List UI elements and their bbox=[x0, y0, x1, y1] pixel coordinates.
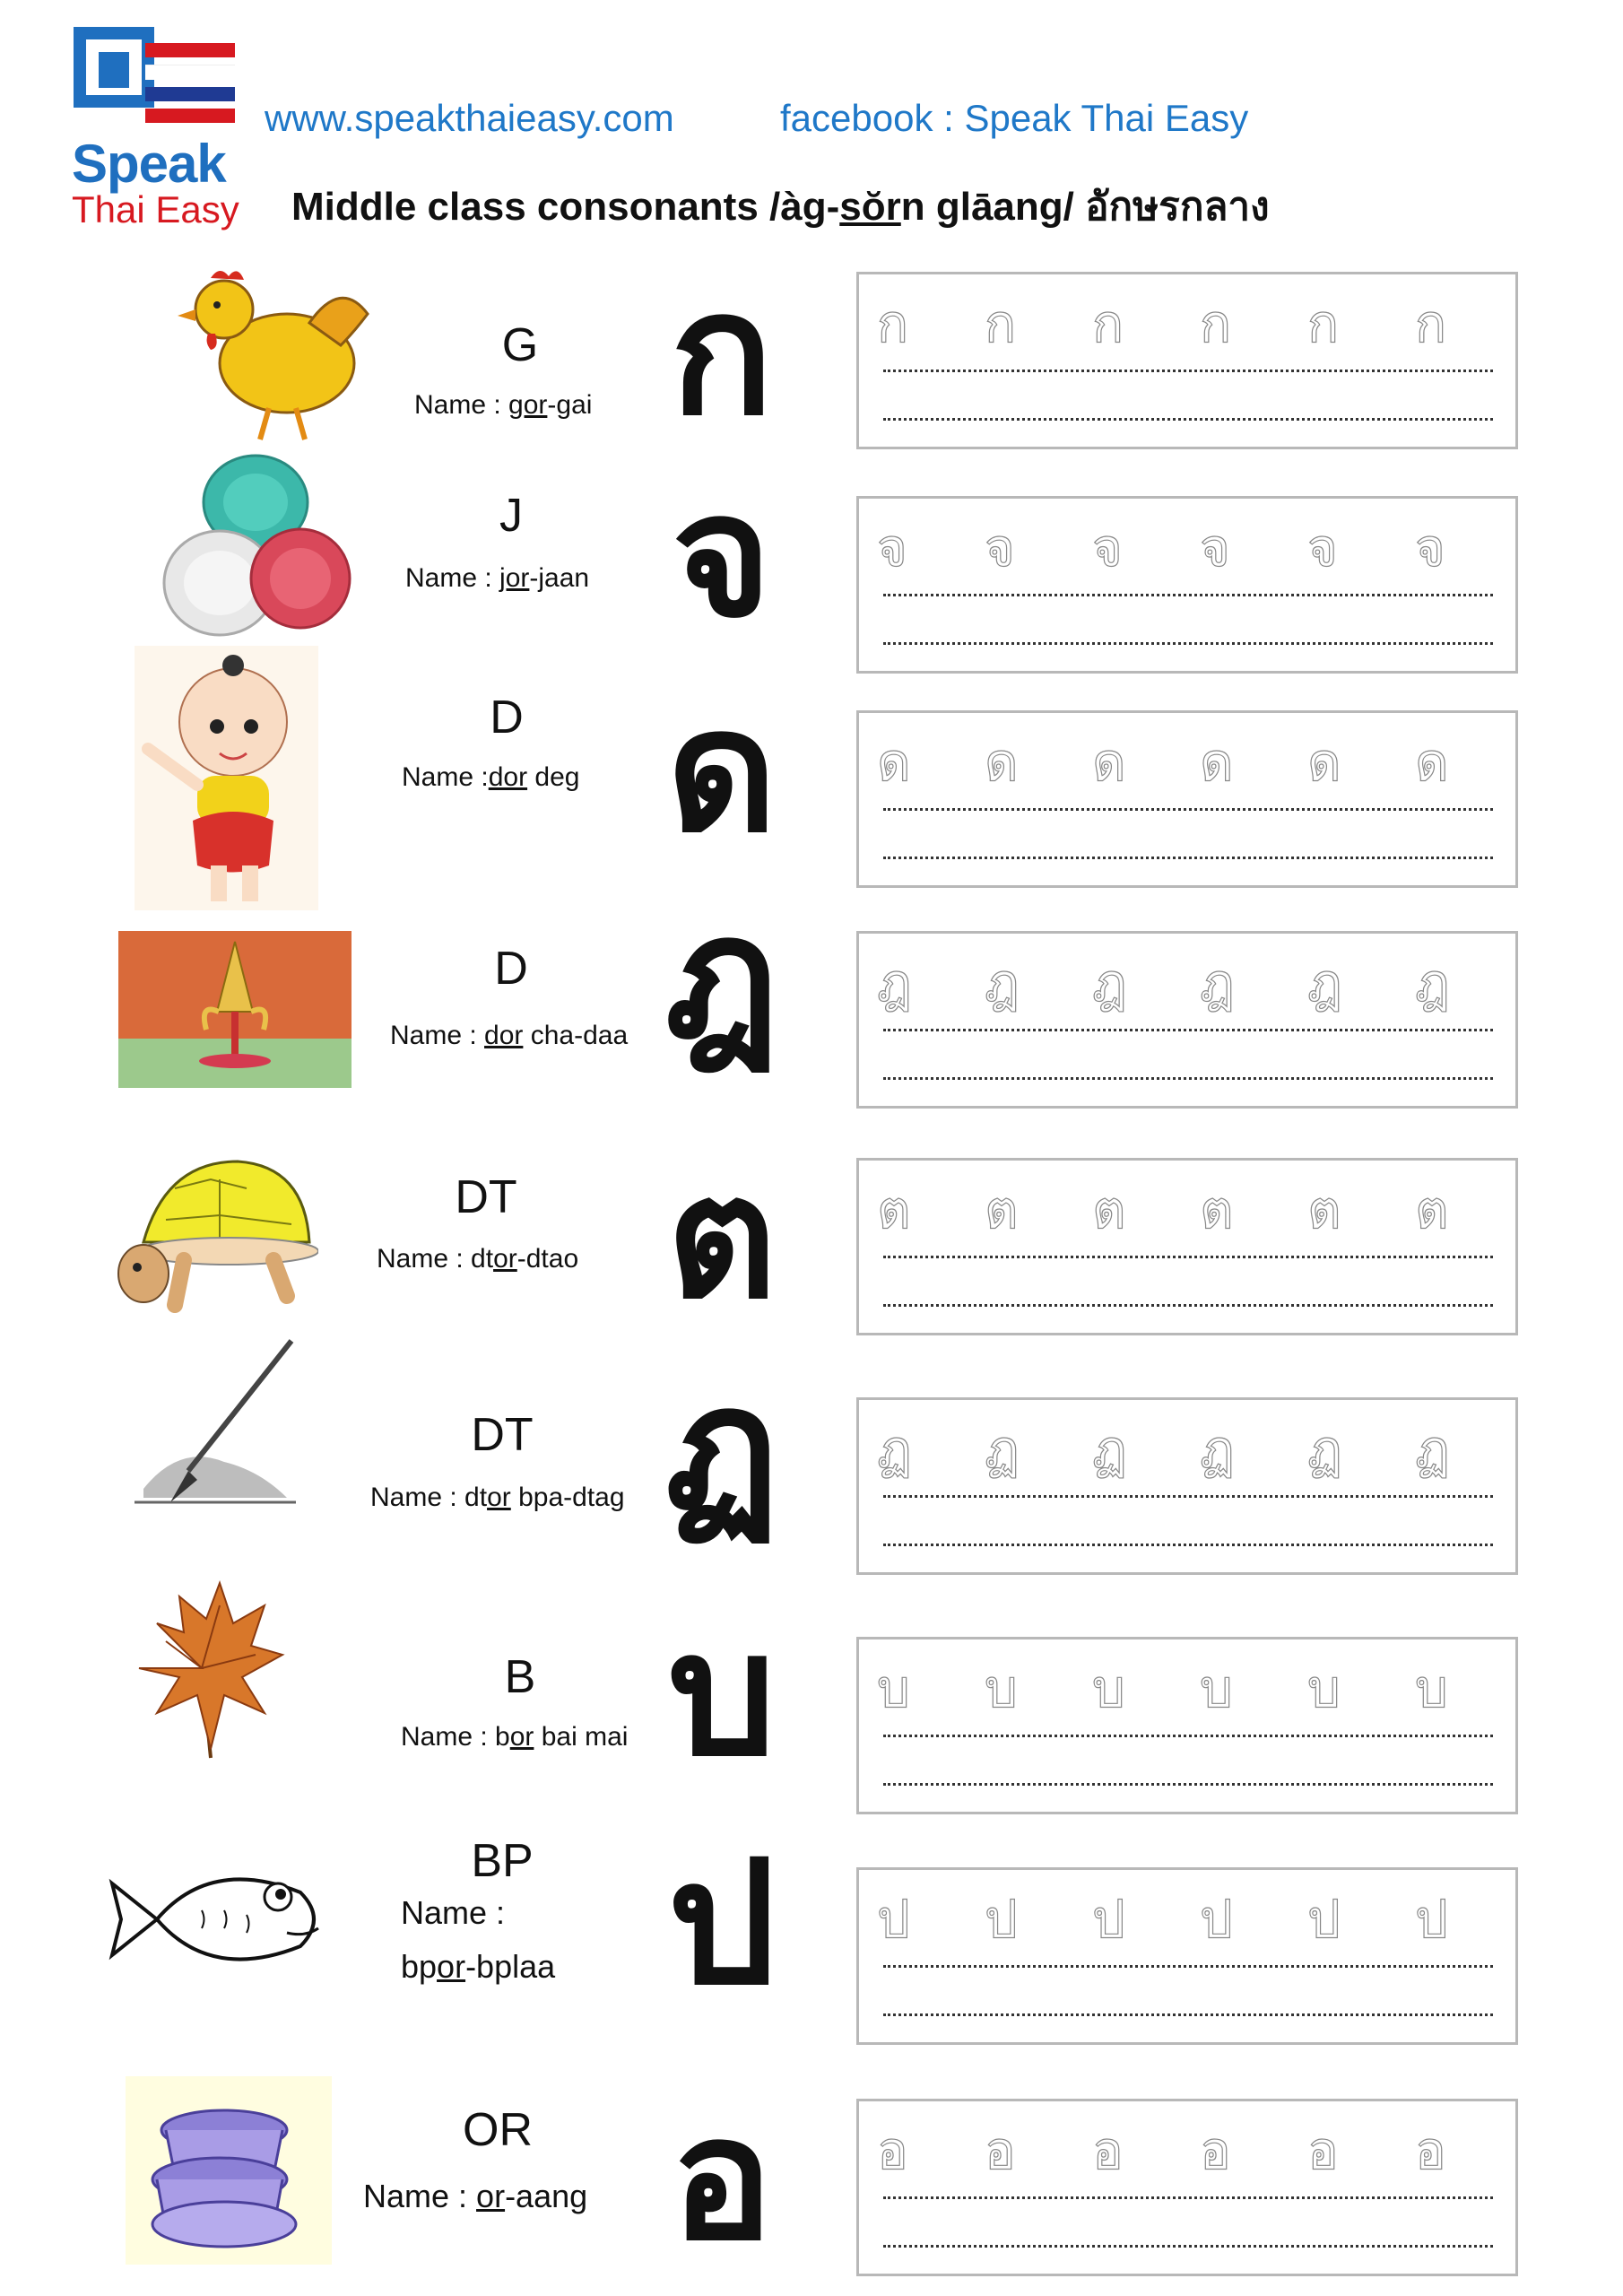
stroke-order-letter: ป bbox=[667, 1824, 777, 2022]
consonant-name: Name : dtor bpa-dtag bbox=[370, 1483, 625, 1512]
writing-line[interactable] bbox=[883, 2013, 1493, 2016]
trace-letter[interactable]: ฏ bbox=[1415, 1419, 1450, 1480]
trace-letter[interactable]: อ bbox=[1092, 2120, 1124, 2181]
trace-letter[interactable]: ด bbox=[877, 732, 911, 793]
thai-flag-icon bbox=[145, 43, 235, 131]
trace-letter[interactable]: ป bbox=[1092, 1889, 1125, 1950]
writing-line[interactable] bbox=[883, 1783, 1493, 1786]
speak-thai-easy-logo bbox=[72, 25, 251, 231]
trace-letter[interactable]: ฎ bbox=[1092, 952, 1127, 1013]
practice-box[interactable] bbox=[856, 2099, 1518, 2276]
trace-letter[interactable]: ป bbox=[1200, 1889, 1233, 1950]
writing-line[interactable] bbox=[883, 418, 1493, 421]
stroke-order-letter: บ bbox=[667, 1596, 777, 1794]
roman-sound: D bbox=[490, 691, 524, 744]
trace-letter[interactable]: ฏ bbox=[1200, 1419, 1235, 1480]
writing-line[interactable] bbox=[883, 857, 1493, 859]
trace-letter[interactable]: อ bbox=[1415, 2120, 1446, 2181]
trace-letter[interactable]: จ bbox=[1415, 517, 1445, 578]
trace-letter[interactable]: บ bbox=[985, 1658, 1018, 1719]
trace-letter[interactable]: จ bbox=[1307, 517, 1338, 578]
practice-box[interactable] bbox=[856, 1867, 1518, 2045]
fish-icon bbox=[103, 1848, 336, 1991]
consonant-name-line1: Name : bbox=[401, 1894, 506, 1931]
practice-box[interactable] bbox=[856, 496, 1518, 674]
trace-letter[interactable]: อ bbox=[877, 2120, 908, 2181]
trace-letter[interactable]: ฎ bbox=[1200, 952, 1235, 1013]
trace-letter[interactable]: ต bbox=[1307, 1179, 1341, 1240]
stroke-order-letter: ก bbox=[670, 255, 774, 453]
trace-letter[interactable]: ฏ bbox=[877, 1419, 912, 1480]
roman-sound: BP bbox=[471, 1835, 534, 1887]
basin-icon bbox=[126, 2076, 332, 2265]
trace-letter[interactable]: ก bbox=[1092, 293, 1124, 354]
turtle-icon bbox=[112, 1135, 318, 1323]
trace-letter[interactable]: ก bbox=[877, 293, 909, 354]
roman-sound: G bbox=[501, 319, 539, 371]
trace-letter[interactable]: ต bbox=[1092, 1179, 1126, 1240]
stroke-order-letter: ต bbox=[666, 1138, 777, 1336]
consonant-name: Name : gor-gai bbox=[414, 390, 593, 420]
roman-sound: DT bbox=[455, 1171, 517, 1223]
trace-letter[interactable]: ต bbox=[985, 1179, 1019, 1240]
roman-sound: B bbox=[504, 1651, 536, 1703]
stroke-order-letter: ฎ bbox=[664, 878, 779, 1076]
practice-box[interactable] bbox=[856, 272, 1518, 449]
roman-sound: DT bbox=[471, 1409, 534, 1461]
stroke-order-letter: จ bbox=[672, 457, 772, 655]
writing-line[interactable] bbox=[883, 2245, 1493, 2248]
stroke-order-letter: ด bbox=[666, 672, 777, 870]
trace-letter[interactable]: ฎ bbox=[877, 952, 912, 1013]
trace-letter[interactable]: ป bbox=[877, 1889, 910, 1950]
trace-letter[interactable]: ฏ bbox=[1307, 1419, 1342, 1480]
writing-line[interactable] bbox=[883, 1544, 1493, 1546]
trace-letter[interactable]: ฏ bbox=[1092, 1419, 1127, 1480]
practice-box[interactable] bbox=[856, 1397, 1518, 1575]
child-icon bbox=[135, 646, 318, 910]
title-translit-underlined: sŏr bbox=[839, 185, 901, 229]
consonant-name: Name : dor cha-daa bbox=[390, 1021, 629, 1050]
writing-line[interactable] bbox=[883, 1495, 1493, 1498]
trace-letter[interactable]: ป bbox=[1415, 1889, 1448, 1950]
trace-letter[interactable]: บ bbox=[877, 1658, 910, 1719]
writing-line[interactable] bbox=[883, 1735, 1493, 1737]
practice-box[interactable] bbox=[856, 710, 1518, 888]
writing-line[interactable] bbox=[883, 1256, 1493, 1258]
writing-line[interactable] bbox=[883, 808, 1493, 811]
trace-letter[interactable]: ก bbox=[1200, 293, 1232, 354]
spear-icon bbox=[126, 1336, 305, 1516]
trace-letter[interactable]: ด bbox=[1200, 732, 1234, 793]
writing-line[interactable] bbox=[883, 1077, 1493, 1080]
practice-box[interactable] bbox=[856, 1158, 1518, 1335]
facebook-link[interactable]: facebook : Speak Thai Easy bbox=[780, 97, 1249, 139]
stroke-order-letter: ฏ bbox=[664, 1349, 779, 1547]
trace-letter[interactable]: บ bbox=[1415, 1658, 1448, 1719]
logo-thai-easy-text: Thai Easy bbox=[72, 188, 239, 230]
trace-letter[interactable]: ต bbox=[1200, 1179, 1234, 1240]
trace-letter[interactable]: อ bbox=[985, 2120, 1016, 2181]
trace-letter[interactable]: จ bbox=[877, 517, 907, 578]
website-link[interactable]: www.speakthaieasy.com bbox=[265, 97, 674, 139]
writing-line[interactable] bbox=[883, 1304, 1493, 1307]
title-translit-post: n glāang/ bbox=[900, 185, 1086, 229]
trace-letter[interactable]: ป bbox=[1307, 1889, 1341, 1950]
title-translit-pre: /àg- bbox=[758, 185, 840, 229]
trace-letter[interactable]: ด bbox=[1415, 732, 1449, 793]
trace-letter[interactable]: ด bbox=[1307, 732, 1341, 793]
plates-icon bbox=[157, 453, 354, 641]
title-english: Middle class consonants bbox=[291, 185, 759, 229]
writing-line[interactable] bbox=[883, 642, 1493, 645]
page-title bbox=[291, 175, 1270, 238]
trace-letter[interactable]: ป bbox=[985, 1889, 1018, 1950]
roman-sound: D bbox=[494, 943, 528, 995]
trace-letter[interactable]: จ bbox=[1092, 517, 1123, 578]
trace-letter[interactable]: ต bbox=[877, 1179, 911, 1240]
writing-line[interactable] bbox=[883, 1965, 1493, 1968]
trace-letter[interactable]: ฎ bbox=[985, 952, 1020, 1013]
title-thai: อักษรกลาง bbox=[1085, 185, 1270, 229]
trace-letter[interactable]: บ bbox=[1307, 1658, 1341, 1719]
trace-letter[interactable]: จ bbox=[985, 517, 1015, 578]
trace-letter[interactable]: อ bbox=[1200, 2120, 1231, 2181]
trace-letter[interactable]: ด bbox=[985, 732, 1019, 793]
trace-letter[interactable]: ฏ bbox=[985, 1419, 1020, 1480]
leaf-icon bbox=[130, 1570, 291, 1767]
trace-letter[interactable]: ก bbox=[1307, 293, 1340, 354]
writing-line[interactable] bbox=[883, 2196, 1493, 2199]
consonant-name: Name : or-aang bbox=[363, 2178, 588, 2214]
roman-sound: OR bbox=[463, 2104, 533, 2156]
trace-letter[interactable]: ก bbox=[985, 293, 1017, 354]
trace-letter[interactable]: บ bbox=[1092, 1658, 1125, 1719]
headdress-icon bbox=[118, 931, 352, 1088]
speech-bubble-icon bbox=[74, 27, 154, 108]
stroke-order-letter: อ bbox=[670, 2080, 774, 2278]
consonant-name: Name :dor deg bbox=[402, 762, 580, 792]
trace-letter[interactable]: ต bbox=[1415, 1179, 1449, 1240]
trace-letter[interactable]: บ bbox=[1200, 1658, 1233, 1719]
writing-line[interactable] bbox=[883, 370, 1493, 372]
trace-letter[interactable]: ฎ bbox=[1307, 952, 1342, 1013]
trace-letter[interactable]: ด bbox=[1092, 732, 1126, 793]
hen-icon bbox=[161, 260, 377, 448]
trace-letter[interactable]: จ bbox=[1200, 517, 1230, 578]
trace-letter[interactable]: อ bbox=[1307, 2120, 1339, 2181]
consonant-name: Name : dtor-dtao bbox=[377, 1244, 579, 1274]
writing-line[interactable] bbox=[883, 594, 1493, 596]
roman-sound: J bbox=[499, 490, 523, 542]
writing-line[interactable] bbox=[883, 1029, 1493, 1031]
consonant-name: Name : jor-jaan bbox=[405, 563, 590, 593]
trace-letter[interactable]: ก bbox=[1415, 293, 1447, 354]
practice-box[interactable] bbox=[856, 1637, 1518, 1814]
logo-speak-text: Speak bbox=[72, 134, 226, 194]
trace-letter[interactable]: ฎ bbox=[1415, 952, 1450, 1013]
consonant-name-line2: bpor-bplaa bbox=[401, 1948, 556, 1985]
consonant-name: Name : bor bai mai bbox=[401, 1722, 629, 1752]
practice-box[interactable] bbox=[856, 931, 1518, 1109]
